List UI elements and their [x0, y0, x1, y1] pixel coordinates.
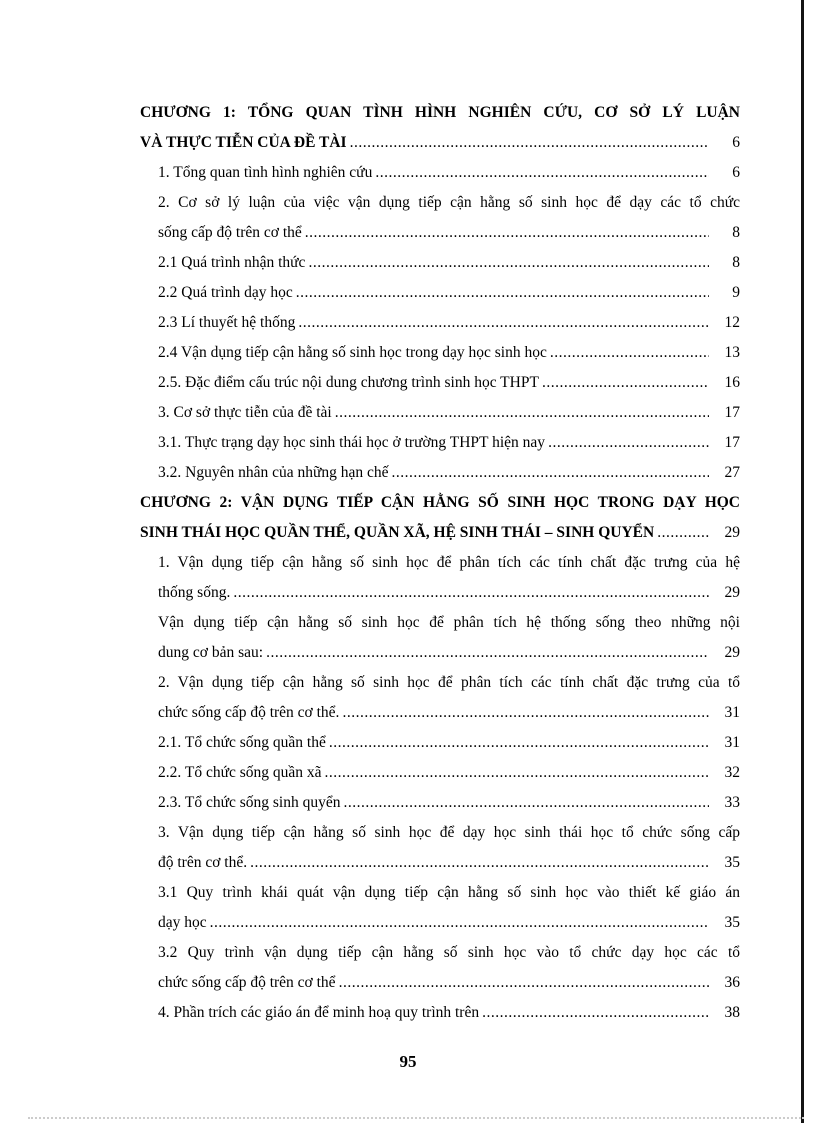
- page-number: 95: [399, 1052, 417, 1071]
- toc-chapter-2-line-1: CHƯƠNG 2: VẬN DỤNG TIẾP CẬN HẰNG SỐ SINH HỌC TRONG DẠY HỌC: [140, 494, 740, 511]
- toc-entry: 2.1. Tổ chức sống quần thể ..... 31: [140, 728, 740, 758]
- dot-leader: [339, 968, 709, 998]
- toc-entry-line-1: 3. Vận dụng tiếp cận hằng số sinh học để dạy học sinh thái học tổ chức sống cấp: [158, 824, 740, 841]
- toc-entry: 2.3 Lí thuyết hệ thống ..... 12: [140, 308, 740, 338]
- toc-entry: 2.5. Đặc điểm cấu trúc nội dung chương trình sinh học THPT ..... 16: [140, 368, 740, 398]
- dot-leader: [343, 788, 709, 818]
- toc-chapter-1-line-2: VÀ THỰC TIỄN CỦA ĐỀ TÀI ..... 6: [140, 128, 740, 158]
- toc-entry-line-2: chức sống cấp độ trên cơ thể ..... 36: [140, 968, 740, 998]
- page-border-right: [801, 0, 804, 1123]
- toc-entry: 3. Cơ sở thực tiễn của đề tài ..... 17: [140, 398, 740, 428]
- dot-leader: [657, 518, 709, 548]
- dot-leader: [335, 398, 709, 428]
- toc-entry-line-1: 1. Vận dụng tiếp cận hằng số sinh học để phân tích các tính chất đặc trưng của hệ: [158, 554, 740, 571]
- toc-entry-line-2: dung cơ bản sau: ..... 29: [140, 638, 740, 668]
- dot-leader: [548, 428, 709, 458]
- toc-entry-line-1: 2. Cơ sở lý luận của việc vận dụng tiếp cận hằng số sinh học để dạy các tổ chức: [158, 194, 740, 211]
- toc-entry-line-2: sống cấp độ trên cơ thể ..... 8: [140, 218, 740, 248]
- dot-leader: [350, 128, 709, 158]
- toc-entry-line-2: thống sống. ..... 29: [140, 578, 740, 608]
- toc-entry-line-2: dạy học ..... 35: [140, 908, 740, 938]
- toc-entry: 2.2 Quá trình dạy học ..... 9: [140, 278, 740, 308]
- toc-chapter-2-line-2: SINH THÁI HỌC QUẦN THỂ, QUẦN XÃ, HỆ SINH THÁI – SINH QUYỂN ..... 29: [140, 518, 740, 548]
- dot-leader: [482, 998, 709, 1028]
- toc-entry: 3.2. Nguyên nhân của những hạn chế ..... 27: [140, 458, 740, 488]
- dot-leader: [550, 338, 709, 368]
- dot-leader: [250, 848, 709, 878]
- toc-entry: 2.4 Vận dụng tiếp cận hằng số sinh học trong dạy học sinh học ..... 13: [140, 338, 740, 368]
- toc-entry: 1. Tổng quan tình hình nghiên cứu ..... 6: [140, 158, 740, 188]
- dot-leader: [308, 248, 709, 278]
- dot-leader: [392, 458, 709, 488]
- dot-leader: [342, 698, 709, 728]
- toc-entry: 2.1 Quá trình nhận thức ..... 8: [140, 248, 740, 278]
- toc-entry-line-1: 3.1 Quy trình khái quát vận dụng tiếp cận hằng số sinh học vào thiết kế giáo án: [158, 884, 740, 901]
- dot-leader: [375, 158, 709, 188]
- toc-entry: 2.2. Tổ chức sống quần xã ..... 32: [140, 758, 740, 788]
- dot-leader: [233, 578, 709, 608]
- toc-entry: 4. Phần trích các giáo án để minh hoạ quy trình trên ..... 38: [140, 998, 740, 1028]
- toc-entry-line-1: 3.2 Quy trình vận dụng tiếp cận hằng số sinh học vào tổ chức dạy học các tổ: [158, 944, 740, 961]
- toc-chapter-1-line-1: CHƯƠNG 1: TỔNG QUAN TÌNH HÌNH NGHIÊN CỨU, CƠ SỞ LÝ LUẬN: [140, 104, 740, 121]
- dot-leader: [266, 638, 709, 668]
- toc-entry-line-2: chức sống cấp độ trên cơ thể. ..... 31: [140, 698, 740, 728]
- dot-leader: [325, 758, 709, 788]
- dot-leader: [296, 278, 709, 308]
- toc-entry-line-2: độ trên cơ thể. ..... 35: [140, 848, 740, 878]
- toc-entry: 3.1. Thực trạng dạy học sinh thái học ở trường THPT hiện nay ..... 17: [140, 428, 740, 458]
- dot-leader: [298, 308, 709, 338]
- toc-entry-line-1: 2. Vận dụng tiếp cận hằng số sinh học để phân tích các tính chất đặc trưng của tổ: [158, 674, 740, 691]
- dot-leader: [329, 728, 709, 758]
- toc-entry-line-1: Vận dụng tiếp cận hằng số sinh học để phân tích hệ thống sống theo những nội: [158, 614, 740, 631]
- dot-leader: [210, 908, 709, 938]
- dot-leader: [542, 368, 709, 398]
- dot-leader: [305, 218, 709, 248]
- table-of-contents: [140, 98, 740, 1028]
- page-border-bottom: [28, 1117, 804, 1119]
- toc-entry: 2.3. Tổ chức sống sinh quyển ..... 33: [140, 788, 740, 818]
